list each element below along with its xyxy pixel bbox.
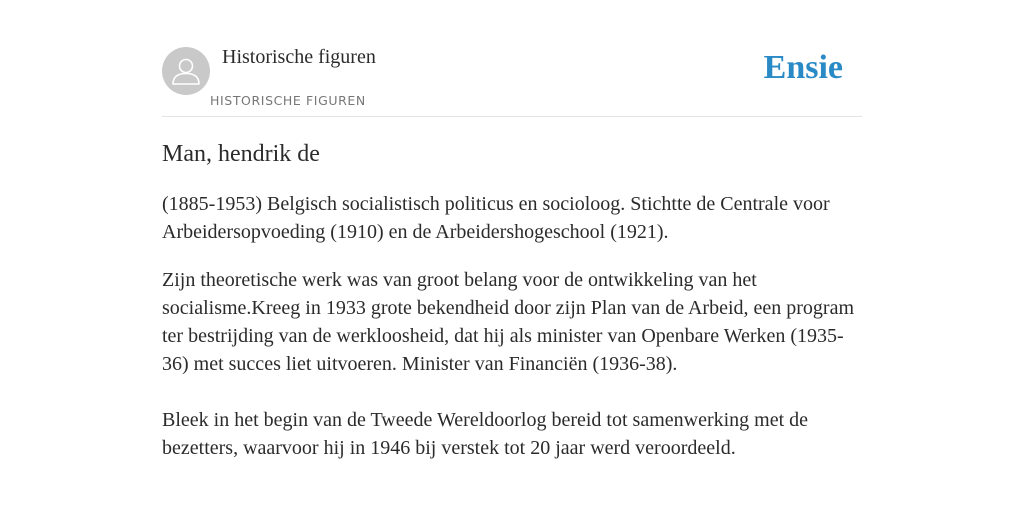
brand-logo[interactable]: Ensie — [763, 49, 843, 86]
author-header — [162, 44, 862, 117]
article — [162, 138, 862, 482]
article-paragraph: Zijn theoretische werk was van groot belang voor de ontwikkeling van het socialisme.Kreeg in 1933 grote bekendheid door zijn Plan van de Arbeid, een program ter bestrijding van de werkloosheid, dat hij als minister van Openbare Werken (1935-36) met succes liet uitvoeren. Minister van Financiën (1936-38). — [162, 269, 855, 375]
author-category[interactable]: HISTORISCHE FIGUREN — [210, 93, 366, 108]
author-name[interactable]: Historische figuren — [222, 46, 376, 68]
avatar[interactable] — [162, 47, 210, 95]
article-title: Man, hendrik de — [162, 141, 320, 167]
article-paragraph: (1885-1953) Belgisch socialistisch politicus en socioloog. Stichtte de Centrale voor Arbeidersopvoeding (1910) en de Arbeidershogeschool (1921). — [162, 193, 830, 243]
user-silhouette-icon — [162, 47, 210, 95]
article-paragraph: Bleek in het begin van de Tweede Wereldoorlog bereid tot samenwerking met de bezetters, waarvoor hij in 1946 bij verstek tot 20 jaar werd veroordeeld. — [162, 409, 809, 459]
